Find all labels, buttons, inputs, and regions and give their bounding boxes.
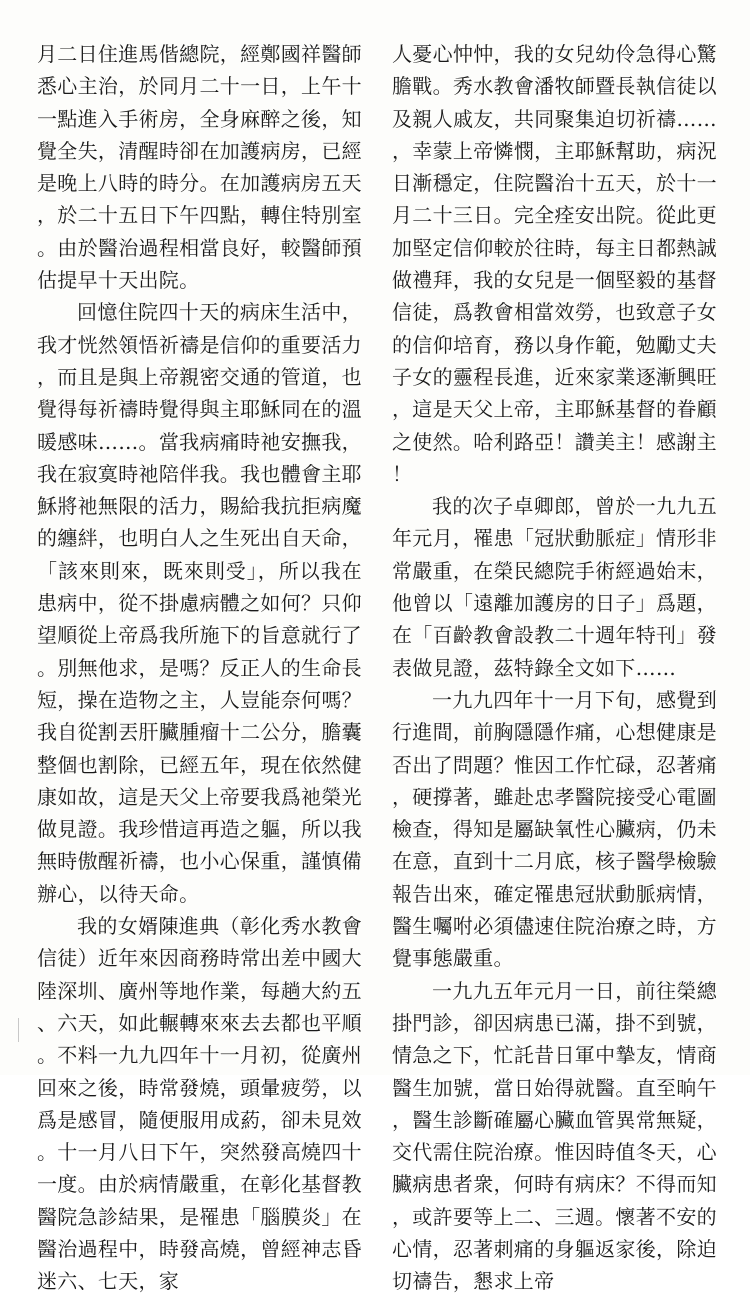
right-column <box>392 38 717 1298</box>
scan-edge-mark <box>18 1018 23 1042</box>
left-column <box>37 38 362 1298</box>
paragraph: 我的女婿陳進典（彰化秀水教會信徒）近年來因商務時常出差中國大陸深圳、廣州等地作業，每趟大約五、六天，如此輾轉來來去去都也平順。不料一九九四年十一月初，從廣州回來之後，時常發燒，頭暈疲勞，以爲是感冒，隨便服用成葯，卻未見效。十一月八日下午，突然發高燒四十一度。由於病情嚴重，在彰化基督教醫院急診結果，是罹患「腦膜炎」在醫治過程中，時發高燒，曾經神志昏迷六、七天，家 <box>37 914 362 1294</box>
paragraph: 人憂心忡忡，我的女兒幼伶急得心驚膽戰。秀水教會潘牧師暨長執信徒以及親人戚友，共同聚集迫切祈禱……，幸蒙上帝憐憫，主耶穌幫助，病況日漸穩定，住院醫治十五天，於十一月二十三日。完全痊安出院。從此更加堅定信仰較於往時，每主日都熱誠做禮拜，我的女兒是一個堅毅的基督信徒，爲教會相當效勞，也致意子女的信仰培育，務以身作範，勉勵丈夫子女的靈程長進，近來家業逐漸興旺，這是天父上帝，主耶穌基督的眷顧之使然。哈利路亞！讚美主！感謝主！ <box>392 42 717 486</box>
paragraph: 回憶住院四十天的病床生活中，我才恍然領悟祈禱是信仰的重要活力，而且是與上帝親密交通的管道，也覺得每祈禱時覺得與主耶穌同在的溫暖感味……。當我病痛時祂安撫我，我在寂寞時祂陪伴我。我也體會主耶穌將祂無限的活力，賜給我抗拒病魔的纏絆，也明白人之生死出自天命，「該來則來，既來則受」，所以我在患病中，從不掛慮病體之如何？只仰望順從上帝爲我所施下的旨意就行了。別無他求，是嗎？反正人的生命長短，操在造物之主，人豈能奈何嗎？我自從割丟肝臟腫瘤十二公分，膽囊整個也割除，已經五年，現在依然健康如故，這是天父上帝要我爲祂榮光做見證。我珍惜這再造之軀，所以我無時傲醒祈禱，也小心保重，謹慎備辦心，以待天命。 <box>37 300 362 906</box>
paragraph: 一九九五年元月一日，前往榮總掛門診，卻因病患已滿，掛不到號，情急之下，忙託昔日軍中摯友，情商醫生加號，當日始得就醫。直至晌午，醫生診斷確屬心臟血管異常無疑，交代需住院治療。惟因時值冬天，心臟病患者衆，何時有病床？不得而知，或許要等上二、三週。懷著不安的心情，忍著刺痛的身軀返家後，除迫切禱告，懇求上帝 <box>392 978 717 1294</box>
paragraph: 一九九四年十一月下旬，感覺到行進間，前胸隱隱作痛，心想健康是否出了問題？惟因工作忙碌，忍著痛，硬撐著，雖赴忠孝醫院接受心電圖檢查，得知是屬缺氧性心臟病，仍未在意，直到十二月底，核子醫學檢驗報告出來，確定罹患冠狀動脈病情，醫生囑咐必須儘速住院治療之時，方覺事態嚴重。 <box>392 687 717 971</box>
paragraph: 月二日住進馬偕總院，經鄭國祥醫師悉心主治，於同月二十一日，上午十一點進入手術房，全身麻醉之後，知覺全失，清醒時卻在加護病房，已經是晚上八時的時分。在加護病房五天，於二十五日下午四點，轉住特別室。由於醫治過程相當良好，較醫師預估提早十天出院。 <box>37 42 362 293</box>
paragraph: 我的次子卓卿郎，曾於一九九五年元月，罹患「冠狀動脈症」情形非常嚴重，在榮民總院手術經過始末，他曾以「遠離加護房的日子」爲題，在「百齡教會設教二十週年特刊」發表做見證，茲特錄全文如下…… <box>392 494 717 680</box>
